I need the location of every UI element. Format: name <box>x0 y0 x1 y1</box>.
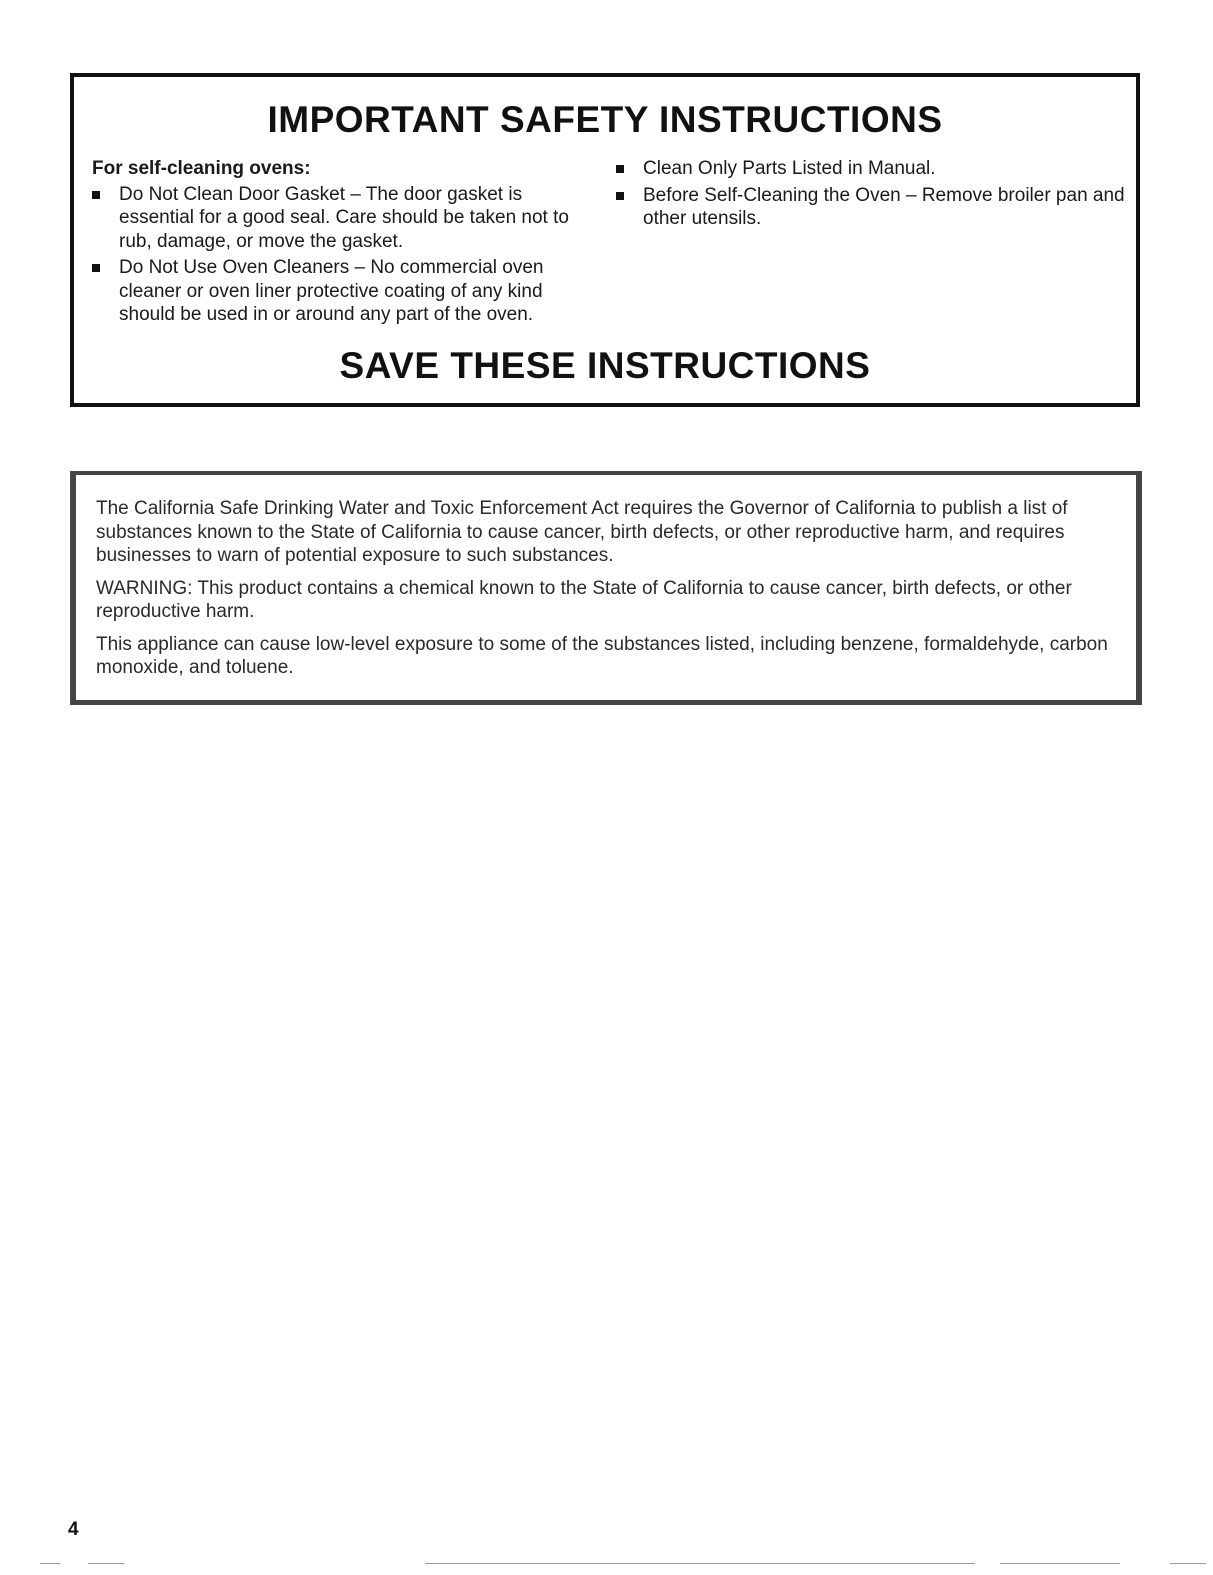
california-warning-box <box>70 471 1142 705</box>
right-column <box>616 157 1126 234</box>
bullet-item <box>92 183 592 254</box>
bullet-text: Do Not Use Oven Cleaners – No commercial oven cleaner or oven liner protective coating of any kind should be used in or around any part of the oven. <box>119 257 544 325</box>
bullet-item <box>616 157 1126 181</box>
bullet-text: Before Self-Cleaning the Oven – Remove broiler pan and other utensils. <box>643 184 1125 229</box>
square-bullet-icon <box>616 165 624 173</box>
bullet-item <box>92 256 592 327</box>
left-column <box>92 157 592 330</box>
square-bullet-icon <box>92 264 100 272</box>
save-instructions-title: SAVE THESE INSTRUCTIONS <box>339 345 871 386</box>
square-bullet-icon <box>92 191 100 199</box>
scan-artifact-line <box>88 1563 124 1564</box>
scan-artifact-line <box>40 1563 60 1564</box>
bullet-text: Do Not Clean Door Gasket – The door gasket is essential for a good seal. Care should be taken not to rub, damage, or move the gasket. <box>119 183 569 252</box>
page-number: 4 <box>68 1519 79 1540</box>
paragraph: The California Safe Drinking Water and Toxic Enforcement Act requires the Governor of California to publish a list of substances known to the State of California to cause cancer, birth defects, or other reproductive harm, and requires businesses to warn of potential exposure to such substances. <box>96 498 1068 566</box>
square-bullet-icon <box>616 192 624 200</box>
paragraph: WARNING: This product contains a chemical known to the State of California to cause cancer, birth defects, or other reproductive harm. <box>96 577 1072 622</box>
scan-artifact-line <box>1000 1563 1120 1564</box>
safety-instructions-box <box>70 73 1140 407</box>
bullet-text: Clean Only Parts Listed in Manual. <box>643 158 936 179</box>
safety-title: IMPORTANT SAFETY INSTRUCTIONS <box>267 99 943 140</box>
california-text <box>96 497 1111 689</box>
self-cleaning-subhead: For self-cleaning ovens: <box>92 158 311 179</box>
scan-artifact-line <box>1170 1563 1206 1564</box>
paragraph: This appliance can cause low-level exposure to some of the substances listed, including benzene, formaldehyde, carbon monoxide, and toluene. <box>96 633 1108 678</box>
scan-artifact-line <box>425 1563 975 1564</box>
bullet-item <box>616 184 1126 231</box>
